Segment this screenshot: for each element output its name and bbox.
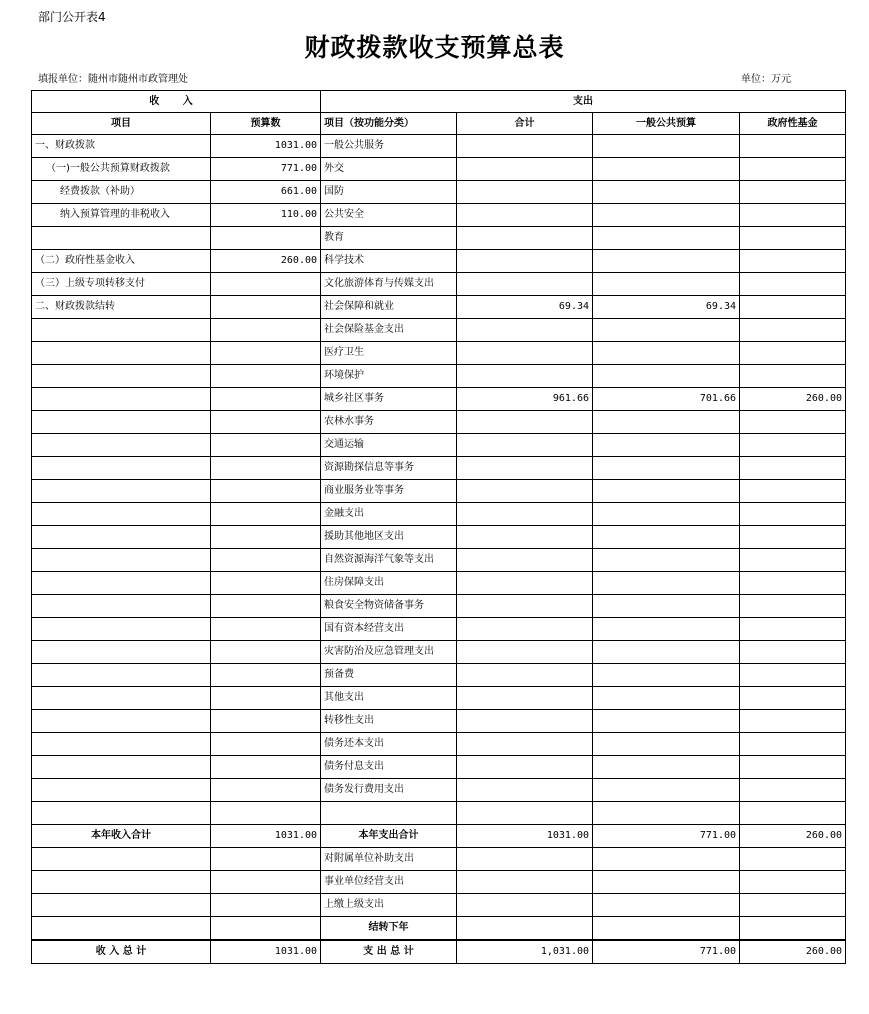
year-total-row [32,825,846,848]
income-amount [211,296,321,319]
table-row [32,871,846,894]
income-amount [211,917,321,941]
income-item: 二、财政拨款结转 [32,296,211,319]
expense-total [457,273,593,296]
expense-gov-fund [740,227,846,250]
expense-total [457,687,593,710]
carry-forward-row [32,917,846,941]
expense-item: 自然资源海洋气象等支出 [321,549,457,572]
income-item [32,664,211,687]
income-amount [211,595,321,618]
income-item [32,526,211,549]
expense-gov-fund [740,733,846,756]
income-amount [211,411,321,434]
expense-gov-fund [740,595,846,618]
expense-total [457,434,593,457]
expense-general-budget [593,227,740,250]
income-amount: 260.00 [211,250,321,273]
expense-gov-fund [740,549,846,572]
expense-item: 粮食安全物资储备事务 [321,595,457,618]
expense-total [457,572,593,595]
income-item [32,227,211,250]
expense-general-budget [593,319,740,342]
col-header-item: 项目 [32,113,211,135]
income-item: （三）上级专项转移支付 [32,273,211,296]
expense-item: 援助其他地区支出 [321,526,457,549]
income-item [32,572,211,595]
expense-general-budget: 69.34 [593,296,740,319]
expense-total [457,503,593,526]
income-item [32,549,211,572]
expense-total [457,480,593,503]
expense-general-budget [593,572,740,595]
table-row [32,733,846,756]
expense-general-budget [593,871,740,894]
col-header-func-item: 项目（按功能分类） [321,113,457,135]
expense-item: 住房保障支出 [321,572,457,595]
table-row [32,595,846,618]
expense-total [457,641,593,664]
expense-gov-fund [740,687,846,710]
income-item: 一、财政拨款 [32,135,211,158]
income-item [32,641,211,664]
expense-general-budget [593,480,740,503]
income-item [32,342,211,365]
income-amount [211,710,321,733]
expense-gov-fund [740,434,846,457]
expense-gov-fund [740,250,846,273]
table-row [32,319,846,342]
income-amount [211,618,321,641]
reporting-unit: 填报单位：随州市随州市政管理处 [38,74,188,85]
income-item [32,411,211,434]
expense-item: 债务付息支出 [321,756,457,779]
expense-item: 国有资本经营支出 [321,618,457,641]
table-row [32,273,846,296]
expense-item: 一般公共服务 [321,135,457,158]
income-amount [211,756,321,779]
expense-general-budget [593,618,740,641]
table-row [32,365,846,388]
income-amount: 110.00 [211,204,321,227]
col-header-general: 一般公共预算 [593,113,740,135]
table-row [32,687,846,710]
income-item [32,319,211,342]
expense-total [457,848,593,871]
expense-item: 国防 [321,181,457,204]
income-amount [211,434,321,457]
income-item [32,457,211,480]
expense-general-budget [593,710,740,733]
table-row [32,227,846,250]
expense-total [457,802,593,825]
year-expense-fund: 260.00 [740,825,846,848]
expense-general-budget [593,434,740,457]
expense-total [457,618,593,641]
table-row [32,641,846,664]
year-expense-general: 771.00 [593,825,740,848]
income-amount [211,480,321,503]
expense-gov-fund [740,618,846,641]
income-item [32,365,211,388]
income-amount [211,802,321,825]
col-header-fund: 政府性基金 [740,113,846,135]
carry-forward-label: 结转下年 [321,917,457,941]
expense-total [457,250,593,273]
expense-general-budget [593,641,740,664]
expense-item: 公共安全 [321,204,457,227]
income-item: （一)一般公共预算财政拨款 [32,158,211,181]
expense-general-budget [593,802,740,825]
income-amount [211,319,321,342]
expense-total [457,411,593,434]
grand-income-label: 收 入 总 计 [32,940,211,964]
header-row-groups [32,91,846,113]
income-item [32,894,211,917]
income-amount [211,365,321,388]
expense-item: 预备费 [321,664,457,687]
year-expense-total-label: 本年支出合计 [321,825,457,848]
grand-expense-general: 771.00 [593,940,740,964]
expense-total [457,457,593,480]
expense-gov-fund [740,503,846,526]
expense-general-budget [593,917,740,941]
grand-total-row [32,940,846,964]
income-item [32,710,211,733]
expense-general-budget [593,526,740,549]
expense-general-budget [593,848,740,871]
table-row [32,457,846,480]
expense-item: 灾害防治及应急管理支出 [321,641,457,664]
expense-general-budget [593,158,740,181]
income-amount [211,227,321,250]
expense-general-budget [593,687,740,710]
expense-general-budget [593,250,740,273]
doc-label: 部门公开表4 [38,10,106,24]
year-income-total-amount: 1031.00 [211,825,321,848]
income-item [32,733,211,756]
expense-gov-fund [740,779,846,802]
expense-general-budget [593,457,740,480]
expense-total [457,733,593,756]
expense-total [457,756,593,779]
expense-gov-fund [740,871,846,894]
income-item [32,871,211,894]
expense-total [457,871,593,894]
table-row [32,135,846,158]
expense-gov-fund [740,135,846,158]
expense-general-budget [593,756,740,779]
expense-gov-fund [740,319,846,342]
grand-expense-total: 1,031.00 [457,940,593,964]
income-item [32,687,211,710]
expense-item: 文化旅游体育与传媒支出 [321,273,457,296]
col-header-budget: 预算数 [211,113,321,135]
table-row [32,250,846,273]
expense-gov-fund: 260.00 [740,388,846,411]
expense-item: 金融支出 [321,503,457,526]
expense-total [457,779,593,802]
expense-total [457,365,593,388]
income-amount [211,733,321,756]
expense-gov-fund [740,204,846,227]
grand-expense-fund: 260.00 [740,940,846,964]
table-row [32,549,846,572]
expense-group-header: 支出 [321,91,846,113]
table-row [32,342,846,365]
grand-income-amount: 1031.00 [211,940,321,964]
expense-gov-fund [740,572,846,595]
col-header-total: 合计 [457,113,593,135]
income-item [32,802,211,825]
income-amount: 1031.00 [211,135,321,158]
header-row-columns [32,113,846,135]
expense-general-budget [593,342,740,365]
expense-gov-fund [740,181,846,204]
expense-gov-fund [740,917,846,941]
income-amount [211,342,321,365]
expense-general-budget [593,733,740,756]
expense-gov-fund [740,756,846,779]
income-amount [211,871,321,894]
income-amount [211,894,321,917]
income-amount [211,641,321,664]
expense-item: 债务还本支出 [321,733,457,756]
expense-total [457,710,593,733]
income-item [32,779,211,802]
table-row [32,756,846,779]
expense-gov-fund [740,848,846,871]
expense-total [457,664,593,687]
budget-table-body [32,91,846,964]
expense-item: 事业单位经营支出 [321,871,457,894]
expense-item: 农林水事务 [321,411,457,434]
currency-unit: 单位：万元 [741,74,791,85]
expense-total [457,917,593,941]
table-row [32,503,846,526]
table-row [32,434,846,457]
expense-general-budget: 701.66 [593,388,740,411]
expense-item: 交通运输 [321,434,457,457]
grand-expense-label: 支 出 总 计 [321,940,457,964]
income-amount [211,273,321,296]
table-row [32,894,846,917]
expense-general-budget [593,411,740,434]
expense-item: 商业服务业等事务 [321,480,457,503]
income-amount [211,526,321,549]
year-expense-total: 1031.00 [457,825,593,848]
table-row [32,158,846,181]
expense-gov-fund [740,158,846,181]
year-income-total-label: 本年收入合计 [32,825,211,848]
expense-gov-fund [740,457,846,480]
expense-general-budget [593,894,740,917]
page-title: 财政拨款收支预算总表 [304,33,565,62]
expense-total [457,595,593,618]
table-row [32,710,846,733]
expense-total [457,526,593,549]
expense-general-budget [593,664,740,687]
table-row [32,480,846,503]
income-item [32,503,211,526]
income-amount [211,664,321,687]
expense-gov-fund [740,273,846,296]
expense-general-budget [593,365,740,388]
expense-gov-fund [740,365,846,388]
income-amount [211,848,321,871]
expense-item: 社会保险基金支出 [321,319,457,342]
expense-general-budget [593,595,740,618]
table-row [32,664,846,687]
income-amount [211,457,321,480]
income-amount [211,549,321,572]
expense-item: 债务发行费用支出 [321,779,457,802]
expense-general-budget [593,503,740,526]
expense-general-budget [593,779,740,802]
expense-general-budget [593,204,740,227]
expense-general-budget [593,181,740,204]
table-row [32,411,846,434]
income-item [32,618,211,641]
expense-gov-fund [740,641,846,664]
expense-total [457,549,593,572]
income-amount: 661.00 [211,181,321,204]
expense-general-budget [593,135,740,158]
expense-gov-fund [740,664,846,687]
table-row [32,526,846,549]
budget-table [31,90,846,964]
income-item [32,756,211,779]
expense-total [457,181,593,204]
expense-item: 转移性支出 [321,710,457,733]
income-item [32,480,211,503]
expense-gov-fund [740,342,846,365]
expense-total [457,158,593,181]
table-row [32,181,846,204]
table-row [32,802,846,825]
expense-total [457,319,593,342]
table-row [32,572,846,595]
expense-item [321,802,457,825]
expense-gov-fund [740,710,846,733]
table-row [32,204,846,227]
expense-item: 环境保护 [321,365,457,388]
income-amount [211,687,321,710]
expense-total [457,894,593,917]
table-row [32,296,846,319]
income-amount [211,572,321,595]
expense-total [457,342,593,365]
expense-item: 科学技术 [321,250,457,273]
income-item [32,434,211,457]
expense-gov-fund [740,480,846,503]
income-item [32,595,211,618]
expense-total: 69.34 [457,296,593,319]
expense-item: 城乡社区事务 [321,388,457,411]
income-amount [211,779,321,802]
expense-gov-fund [740,411,846,434]
expense-item: 资源勘探信息等事务 [321,457,457,480]
expense-gov-fund [740,296,846,319]
table-row [32,848,846,871]
income-item: （二）政府性基金收入 [32,250,211,273]
expense-item: 外交 [321,158,457,181]
expense-gov-fund [740,894,846,917]
expense-gov-fund [740,526,846,549]
table-row [32,388,846,411]
expense-item: 社会保障和就业 [321,296,457,319]
expense-general-budget [593,549,740,572]
income-item: 纳入预算管理的非税收入 [32,204,211,227]
expense-total [457,204,593,227]
expense-total [457,135,593,158]
income-amount [211,503,321,526]
income-amount [211,388,321,411]
income-item: 经费拨款（补助） [32,181,211,204]
income-amount: 771.00 [211,158,321,181]
expense-gov-fund [740,802,846,825]
expense-item: 其他支出 [321,687,457,710]
expense-item: 医疗卫生 [321,342,457,365]
income-group-header: 收 入 [32,91,321,113]
income-item [32,917,211,941]
expense-item: 对附属单位补助支出 [321,848,457,871]
table-row [32,779,846,802]
income-item [32,848,211,871]
table-row [32,618,846,641]
expense-item: 教育 [321,227,457,250]
expense-total: 961.66 [457,388,593,411]
expense-total [457,227,593,250]
expense-general-budget [593,273,740,296]
income-item [32,388,211,411]
expense-item: 上缴上级支出 [321,894,457,917]
